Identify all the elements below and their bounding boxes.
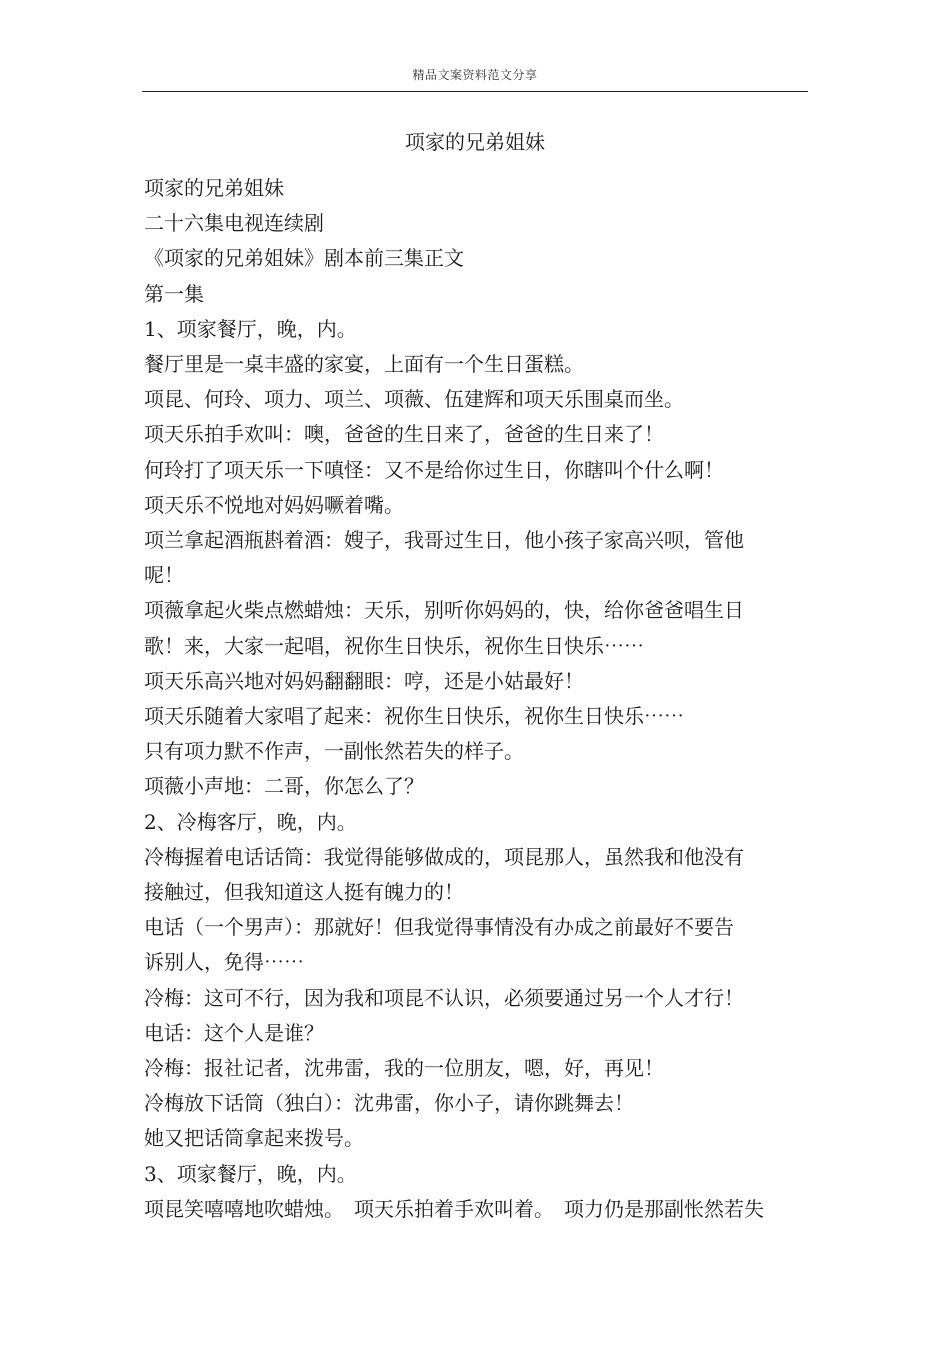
text-line: 只有项力默不作声，一副怅然若失的样子。: [144, 739, 524, 764]
text-line: 何玲打了项天乐一下嗔怪：又不是给你过生日，你瞎叫个什么啊！: [144, 457, 724, 482]
document-title: 项家的兄弟姐妹: [405, 130, 545, 154]
text-line: 2、冷梅客厅，晚，内。: [144, 809, 357, 834]
text-line: 项天乐随着大家唱了起来：祝你生日快乐，祝你生日快乐⋯⋯: [144, 704, 684, 729]
text-line: 项薇小声地：二哥，你怎么了？: [144, 774, 424, 799]
text-line: 歌！来，大家一起唱，祝你生日快乐，祝你生日快乐⋯⋯: [144, 633, 644, 658]
text-line: 项昆笑嘻嘻地吹蜡烛。 项天乐拍着手欢叫着。 项力仍是那副怅然若失: [144, 1196, 764, 1221]
text-line: 电话（一个男声）：那就好！但我觉得事情没有办成之前最好不要告: [144, 915, 734, 940]
text-line: 二十六集电视连续剧: [144, 211, 324, 236]
text-line: 接触过，但我知道这人挺有魄力的！: [144, 880, 464, 905]
text-line: 项天乐拍手欢叫：噢，爸爸的生日来了，爸爸的生日来了！: [144, 422, 664, 447]
text-line: 项昆、何玲、项力、项兰、项薇、伍建辉和项天乐围桌而坐。: [144, 387, 684, 412]
text-line: 呢！: [144, 563, 184, 588]
text-line: 冷梅：报社记者，沈弗雷，我的一位朋友，嗯，好，再见！: [144, 1056, 664, 1081]
text-line: 3、项家餐厅，晚，内。: [144, 1161, 357, 1186]
text-line: 《项家的兄弟姐妹》剧本前三集正文: [144, 246, 464, 271]
text-line: 项家的兄弟姐妹: [144, 176, 284, 200]
text-line: 1、项家餐厅，晚，内。: [144, 316, 357, 341]
text-line: 冷梅放下话筒（独白）：沈弗雷，你小子，请你跳舞去！: [144, 1091, 634, 1116]
text-line: 冷梅：这可不行，因为我和项昆不认识，必须要通过另一个人才行！: [144, 985, 744, 1010]
text-line: 她又把话筒拿起来拨号。: [144, 1126, 364, 1151]
text-line: 第一集: [144, 281, 204, 306]
text-line: 餐厅里是一桌丰盛的家宴，上面有一个生日蛋糕。: [144, 352, 584, 377]
document-body: [144, 171, 804, 1227]
text-line: 项兰拿起酒瓶斟着酒：嫂子，我哥过生日，他小孩子家高兴呗，管他: [144, 528, 744, 553]
text-line: 电话：这个人是谁？: [144, 1020, 324, 1045]
text-line: 诉别人，免得⋯⋯: [144, 950, 304, 975]
text-line: 项天乐高兴地对妈妈翻翻眼：哼，还是小姑最好！: [144, 668, 584, 693]
text-line: 冷梅握着电话话筒：我觉得能够做成的，项昆那人，虽然我和他没有: [144, 844, 744, 869]
text-line: 项天乐不悦地对妈妈噘着嘴。: [144, 492, 404, 517]
page-header: 精品文案资料范文分享: [412, 68, 538, 82]
header-divider: [142, 91, 808, 92]
text-line: 项薇拿起火柴点燃蜡烛：天乐，别听你妈妈的，快，给你爸爸唱生日: [144, 598, 744, 623]
